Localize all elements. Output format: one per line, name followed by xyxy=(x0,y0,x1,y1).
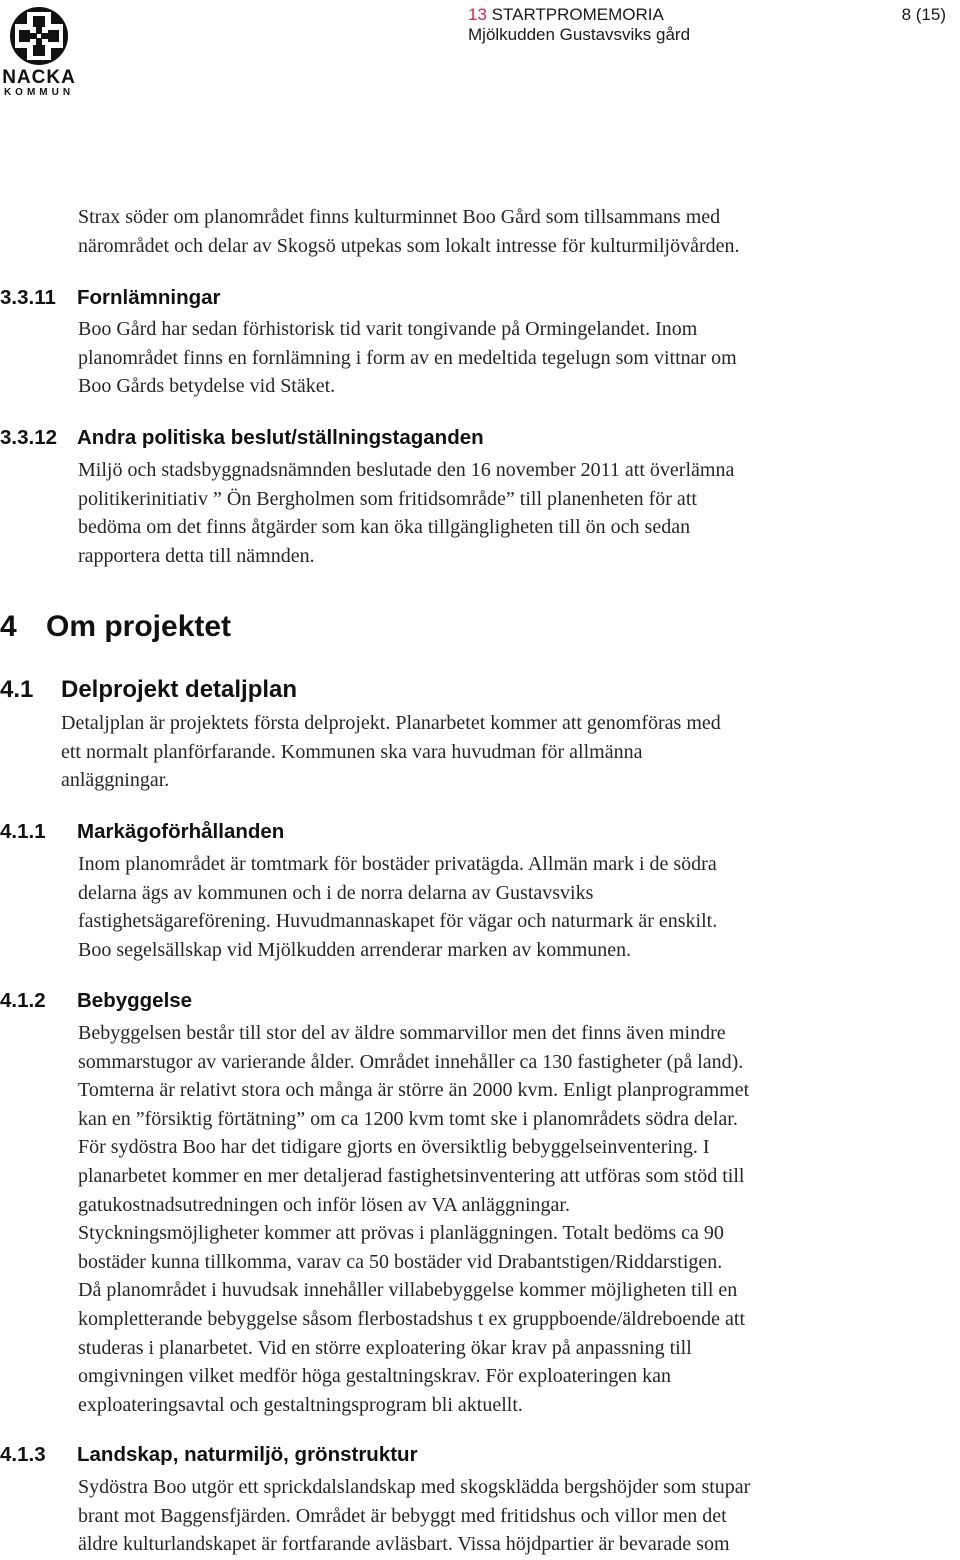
section-number: 3.3.11 xyxy=(0,286,56,309)
text-line: närområdet och delar av Skogsö utpekas som lokalt intresse för kulturmiljövården. xyxy=(78,234,740,257)
text-line: kan en ”försiktig förtätning” om ca 1200 kvm tomt ske i planområdets södra delar. xyxy=(78,1107,738,1130)
section-number: 4.1.2 xyxy=(0,989,46,1012)
chapter-heading-4 xyxy=(0,610,231,644)
text-line: Sydöstra Boo utgör ett sprickdalslandskap med skogsklädda bergshöjder som stupar xyxy=(78,1476,751,1498)
section-title: Delprojekt detaljplan xyxy=(61,676,298,703)
section-4-1-3-paragraph xyxy=(78,1473,750,1559)
chapter-title: Om projektet xyxy=(46,610,232,643)
section-heading-4-1-1 xyxy=(0,819,284,845)
logo-subtext: KOMMUN xyxy=(3,87,75,98)
text-line: rapportera detta till nämnden. xyxy=(78,544,315,567)
section-title: Bebyggelse xyxy=(77,989,193,1012)
text-line: Styckningsmöjligheter kommer att prövas i planläggningen. Totalt bedöms ca 90 xyxy=(78,1222,724,1245)
section-number: 4.1 xyxy=(0,676,34,703)
document-type-line xyxy=(468,5,690,25)
text-line: Detaljplan är projektets första delprojekt. Planarbetet kommer att genomföras med xyxy=(61,712,721,734)
text-line: exploateringsavtal och gestaltningsprogram bli aktuellt. xyxy=(78,1393,523,1416)
logo-wordmark: NACKA xyxy=(2,67,76,88)
text-line: ett normalt planförfarande. Kommunen ska vara huvudman för allmänna xyxy=(61,740,643,763)
section-heading-4-1-3 xyxy=(0,1442,418,1468)
section-heading-4-1 xyxy=(0,675,297,705)
text-line: Strax söder om planområdet finns kulturminnet Boo Gård som tillsammans med xyxy=(78,206,721,228)
page-number: 8 (15) xyxy=(901,5,946,24)
text-line: brant mot Baggensfjärden. Området är bebyggt med fritidshus och villor men det xyxy=(78,1504,727,1527)
text-line: kompletterande bebyggelse såsom flerbostadshus t ex gruppboende/äldreboende att xyxy=(78,1307,746,1330)
text-line: Då planområdet i huvudsak innehåller villabebyggelse kommer möjligheten till en xyxy=(78,1279,738,1302)
section-number: 4.1.1 xyxy=(0,820,46,843)
intro-paragraph xyxy=(78,203,740,260)
municipal-emblem-icon xyxy=(9,6,69,66)
section-title: Andra politiska beslut/ställningstaganden xyxy=(77,426,484,449)
document-subtitle: Mjölkudden Gustavsviks gård xyxy=(468,25,691,44)
document-header xyxy=(468,5,690,45)
text-line: planarbetet kommer en mer detaljerad fastighetsinventering att utföras som stöd till xyxy=(78,1164,745,1187)
text-line: Miljö och stadsbyggnadsnämnden beslutade den 16 november 2011 att överlämna xyxy=(78,459,735,481)
nacka-kommun-logo xyxy=(0,6,78,98)
text-line: För sydöstra Boo har det tidigare gjorts en översiktlig bebyggelseinventering. I xyxy=(78,1136,710,1159)
text-line: Boo Gård har sedan förhistorisk tid varit tongivande på Ormingelandet. Inom xyxy=(78,318,698,340)
section-heading-4-1-2 xyxy=(0,988,192,1014)
text-line: Boo segelsällskap vid Mjölkudden arrenderar marken av kommunen. xyxy=(78,938,632,961)
document-number: 13 xyxy=(468,5,487,24)
section-number: 3.3.12 xyxy=(0,426,57,449)
section-heading-3-3-11 xyxy=(0,285,221,311)
section-title: Fornlämningar xyxy=(77,286,221,309)
text-line: Inom planområdet är tomtmark för bostäder privatägda. Allmän mark i de södra xyxy=(78,853,717,875)
section-3-3-12-paragraph xyxy=(78,456,734,570)
text-line: anläggningar. xyxy=(61,769,170,792)
section-title: Markägoförhållanden xyxy=(77,820,285,843)
text-line: delarna ägs av kommunen och i de norra delarna av Gustavsviks xyxy=(78,881,594,904)
text-line: omgivningen vilket medför höga gestaltningskrav. För exploateringen kan xyxy=(78,1365,672,1388)
text-line: äldre kulturlandskapet är fortfarande avläsbart. Vissa höjdpartier är bevarade som xyxy=(78,1533,730,1556)
text-line: Boo Gårds betydelse vid Stäket. xyxy=(78,375,336,398)
text-line: bedöma om det finns åtgärder som kan öka tillgängligheten till ön och sedan xyxy=(78,516,691,539)
text-line: Tomterna är relativt stora och många är större än 2000 kvm. Enligt planprogrammet xyxy=(78,1079,750,1102)
section-title: Landskap, naturmiljö, grönstruktur xyxy=(77,1443,418,1466)
text-line: bostäder kunna tillkomma, varav ca 50 bostäder vid Drabantstigen/Riddarstigen. xyxy=(78,1250,723,1273)
section-4-1-2-paragraph xyxy=(78,1019,749,1419)
section-number: 4.1.3 xyxy=(0,1443,46,1466)
text-line: Bebyggelsen består till stor del av äldre sommarvillor men det finns även mindre xyxy=(78,1022,726,1044)
section-3-3-11-paragraph xyxy=(78,315,737,401)
text-line: studeras i planarbetet. Vid en större exploatering ökar krav på anpassning till xyxy=(78,1336,692,1359)
text-line: politikerinitiativ ” Ön Bergholmen som fritidsområde” till planenheten för att xyxy=(78,487,697,510)
section-4-1-paragraph xyxy=(61,709,721,795)
text-line: gatukostnadsutredningen och inför lösen av VA anläggningar. xyxy=(78,1193,570,1216)
text-line: sommarstugor av varierande ålder. Området innehåller ca 130 fastigheter (på land). xyxy=(78,1050,744,1073)
text-line: fastighetsägareförening. Huvudmannaskapet för vägar och naturmark är enskilt. xyxy=(78,910,718,933)
section-heading-3-3-12 xyxy=(0,425,484,451)
chapter-number: 4 xyxy=(0,610,17,643)
document-type: STARTPROMEMORIA xyxy=(491,5,664,24)
text-line: planområdet finns en fornlämning i form av en medeltida tegelugn som vittnar om xyxy=(78,346,737,369)
section-4-1-1-paragraph xyxy=(78,850,717,964)
